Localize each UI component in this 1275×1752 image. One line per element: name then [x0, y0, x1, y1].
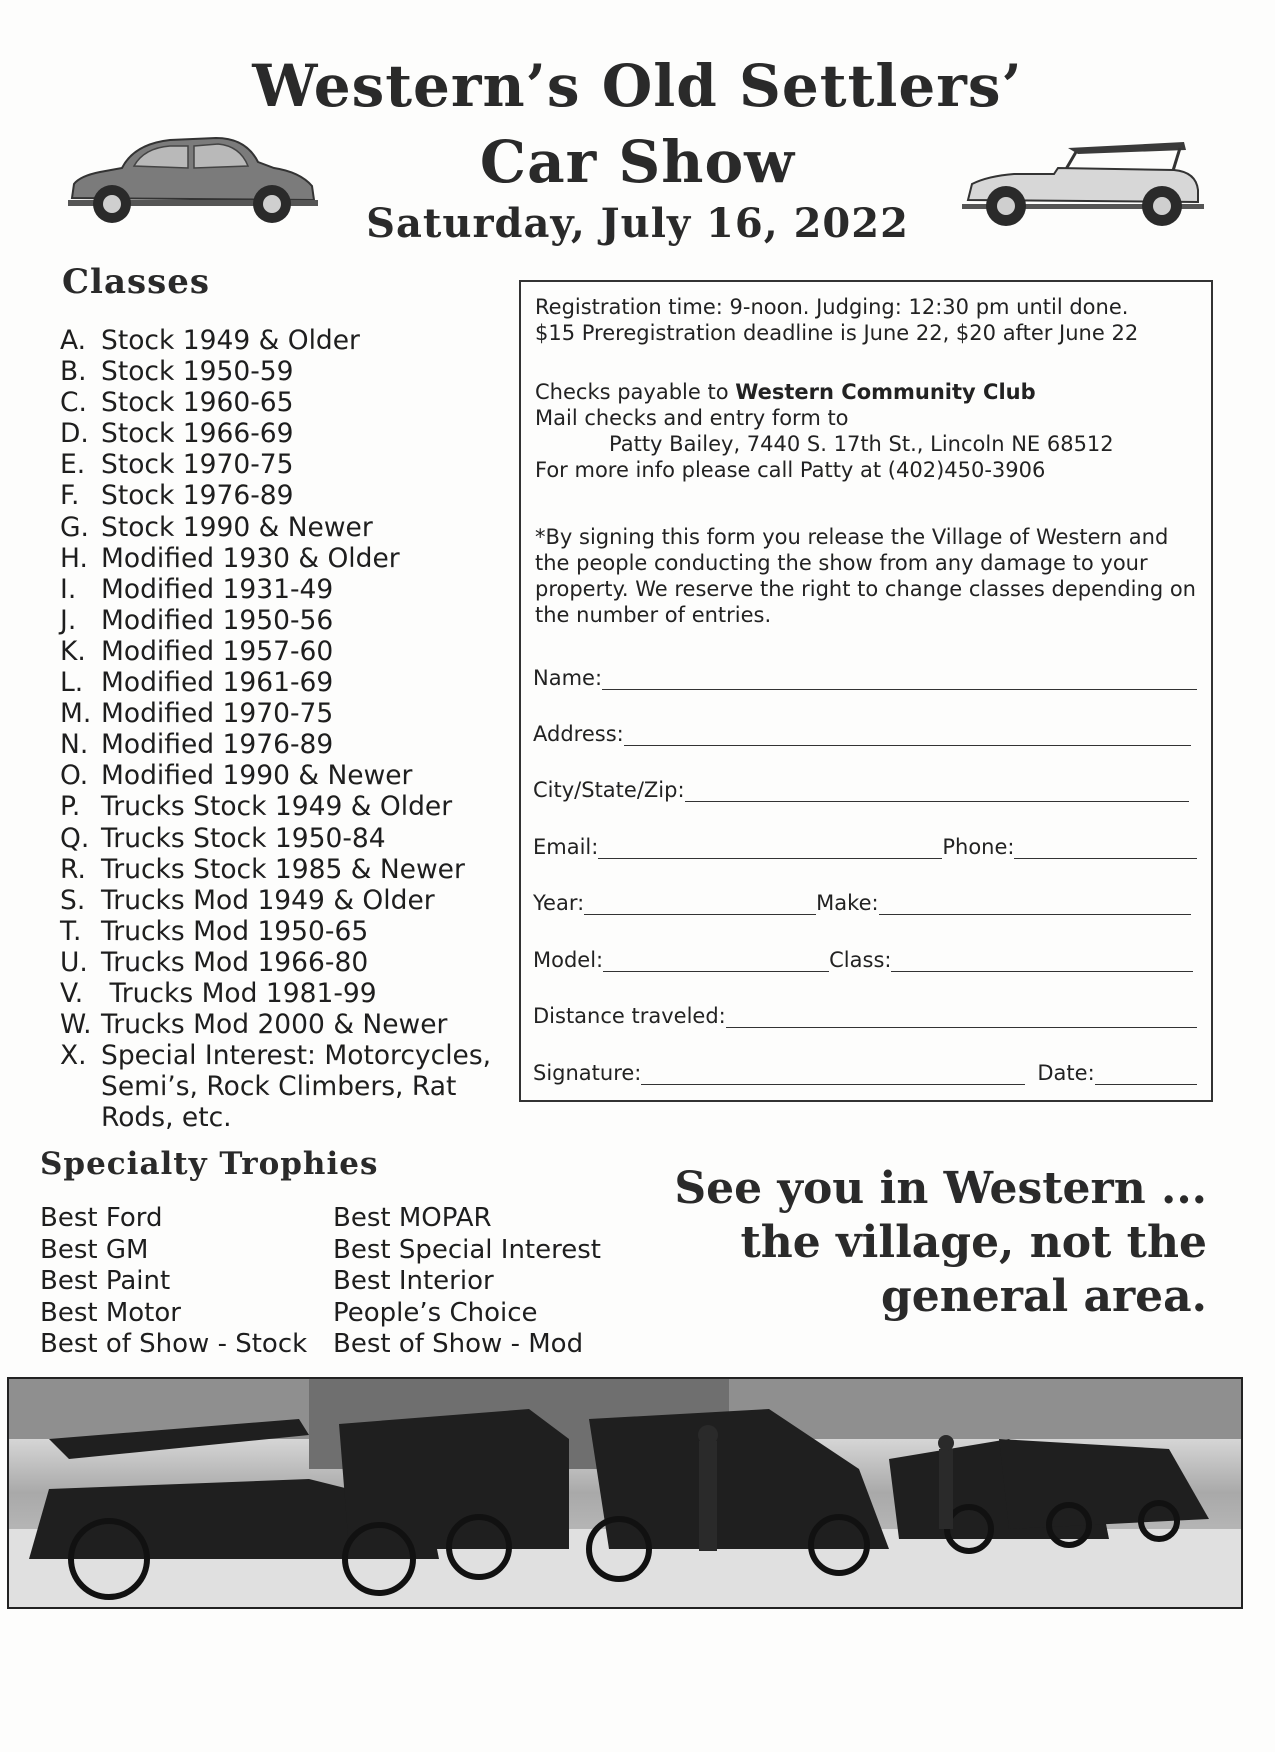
signature-label: Signature: — [533, 1061, 642, 1085]
date-label: Date: — [1037, 1061, 1095, 1085]
trophies-heading: Specialty Trophies — [40, 1146, 379, 1182]
slogan-line-3: general area. — [881, 1271, 1207, 1322]
address-row — [533, 716, 1197, 746]
make-label: Make: — [816, 891, 879, 915]
year-field[interactable] — [584, 892, 816, 915]
class-item — [60, 543, 500, 574]
class-label: Trucks Mod 1950-65 — [101, 915, 369, 947]
signature-field[interactable] — [641, 1062, 1025, 1085]
email-label: Email: — [533, 835, 599, 859]
vintage-cars-illustration — [9, 1379, 1241, 1607]
class-letter: V. — [60, 977, 84, 1009]
class-item — [60, 791, 500, 822]
class-label: Modified 1970-75 — [101, 698, 334, 730]
class-item — [60, 480, 500, 511]
class-label: Modified 1931-49 — [101, 573, 334, 605]
signature-date-row — [533, 1055, 1197, 1085]
class-item — [60, 1040, 500, 1133]
name-label: Name: — [533, 666, 603, 690]
model-class-row — [533, 942, 1197, 972]
registration-time: Registration time: 9-noon. Judging: 12:30 pm until done. — [535, 295, 1129, 319]
class-label: Trucks Mod 2000 & Newer — [101, 1009, 448, 1041]
class-item — [60, 667, 500, 698]
registration-info — [535, 294, 1205, 346]
trophy-item: Best of Show - Stock — [40, 1329, 308, 1359]
class-item — [60, 418, 500, 449]
class-item — [60, 605, 500, 636]
class-letter: C. — [60, 387, 87, 419]
class-label: Special Interest: Motorcycles, Semi’s, Rock Climbers, Rat Rods, etc. — [101, 1040, 500, 1134]
class-letter: P. — [60, 791, 81, 823]
trophy-item: Best Paint — [40, 1266, 171, 1296]
class-label: Modified 1990 & Newer — [101, 760, 413, 792]
city-state-zip-label: City/State/Zip: — [533, 778, 685, 802]
class-label: Trucks Mod 1966-80 — [101, 946, 369, 978]
title-line-2: Car Show — [479, 128, 796, 196]
distance-field[interactable] — [726, 1005, 1197, 1028]
class-item — [60, 325, 500, 356]
class-item — [60, 978, 500, 1009]
title-line-1: Western’s Old Settlers’ — [252, 52, 1023, 120]
class-letter: M. — [60, 698, 92, 730]
class-item — [60, 854, 500, 885]
class-label: Trucks Mod 1981-99 — [101, 977, 377, 1009]
class-letter: S. — [60, 884, 86, 916]
class-letter: L. — [60, 667, 84, 699]
class-letter: A. — [60, 325, 87, 356]
name-field[interactable] — [602, 667, 1197, 690]
slogan-line-1: See you in Western ... — [674, 1163, 1207, 1214]
class-item — [60, 947, 500, 978]
make-field[interactable] — [879, 892, 1191, 915]
class-item — [60, 698, 500, 729]
classes-heading: Classes — [62, 262, 211, 302]
class-label: Stock 1976-89 — [101, 480, 294, 512]
class-label: Trucks Stock 1985 & Newer — [101, 853, 465, 885]
mail-line: Mail checks and entry form to — [535, 406, 849, 430]
year-label: Year: — [533, 891, 585, 915]
class-letter: B. — [60, 356, 87, 388]
checks-prefix: Checks payable to — [535, 380, 736, 404]
class-letter: U. — [60, 946, 88, 978]
class-list — [60, 325, 500, 1133]
class-label: Class: — [829, 948, 892, 972]
class-item — [60, 916, 500, 947]
class-label: Stock 1990 & Newer — [101, 511, 373, 543]
trophy-item: Best Interior — [333, 1266, 494, 1296]
class-field[interactable] — [891, 949, 1193, 972]
class-letter: T. — [60, 915, 82, 947]
slogan — [674, 1162, 1207, 1324]
class-item — [60, 729, 500, 760]
class-letter: I. — [60, 573, 77, 605]
class-item — [60, 1009, 500, 1040]
name-row — [533, 660, 1197, 690]
class-letter: R. — [60, 853, 86, 885]
event-date: Saturday, July 16, 2022 — [366, 200, 909, 247]
class-item — [60, 574, 500, 605]
class-label: Modified 1957-60 — [101, 635, 334, 667]
email-field[interactable] — [598, 836, 942, 859]
class-letter: F. — [60, 480, 80, 512]
class-label: Trucks Stock 1950-84 — [101, 822, 386, 854]
checks-payee: Western Community Club — [735, 380, 1036, 404]
model-field[interactable] — [603, 949, 829, 972]
trophy-item: Best GM — [40, 1234, 149, 1265]
trophy-item: Best Special Interest — [333, 1234, 601, 1265]
class-item — [60, 760, 500, 791]
class-item — [60, 449, 500, 480]
class-letter: O. — [60, 760, 89, 792]
class-letter: G. — [60, 511, 89, 543]
class-item — [60, 356, 500, 387]
city-state-zip-row — [533, 772, 1197, 802]
registration-form — [519, 280, 1213, 1102]
class-label: Stock 1970-75 — [101, 449, 294, 481]
date-field[interactable] — [1095, 1062, 1197, 1085]
vintage-cars-photo — [7, 1377, 1243, 1609]
class-label: Trucks Mod 1949 & Older — [101, 884, 435, 916]
class-letter: D. — [60, 418, 89, 450]
email-phone-row — [533, 829, 1197, 859]
preregistration-deadline: $15 Preregistration deadline is June 22, $20 after June 22 — [535, 321, 1139, 345]
distance-label: Distance traveled: — [533, 1004, 726, 1028]
class-letter: E. — [60, 449, 86, 481]
class-item — [60, 512, 500, 543]
class-letter: X. — [60, 1040, 87, 1072]
payment-info — [535, 379, 1205, 483]
class-item — [60, 387, 500, 418]
model-label: Model: — [533, 948, 604, 972]
class-label: Stock 1960-65 — [101, 387, 294, 419]
convertible-car-image — [958, 132, 1208, 232]
class-label: Modified 1930 & Older — [101, 542, 400, 574]
class-label: Modified 1961-69 — [101, 667, 334, 699]
class-item — [60, 823, 500, 854]
class-label: Stock 1949 & Older — [101, 325, 360, 356]
checks-payable-line — [535, 379, 1205, 405]
trophy-item: People’s Choice — [333, 1297, 538, 1328]
class-label: Modified 1950-56 — [101, 604, 334, 636]
trophy-list-right — [333, 1203, 601, 1361]
trophy-item: Best Motor — [40, 1297, 181, 1328]
class-label: Stock 1966-69 — [101, 418, 294, 450]
trophy-item: Best Ford — [40, 1203, 163, 1233]
year-make-row — [533, 885, 1197, 915]
address-field[interactable] — [624, 723, 1191, 746]
class-letter: W. — [60, 1009, 92, 1041]
distance-row — [533, 998, 1197, 1028]
sedan-car-image — [60, 128, 325, 228]
slogan-line-2: the village, not the — [740, 1217, 1207, 1268]
class-letter: Q. — [60, 822, 90, 854]
trophy-item: Best of Show - Mod — [333, 1329, 584, 1359]
phone-label: Phone: — [942, 835, 1015, 859]
class-label: Trucks Stock 1949 & Older — [101, 791, 453, 823]
class-letter: H. — [60, 542, 88, 574]
city-state-zip-field[interactable] — [685, 779, 1189, 802]
class-letter: J. — [60, 604, 77, 636]
contact-info: For more info please call Patty at (402)450-3906 — [535, 458, 1046, 482]
mailing-address: Patty Bailey, 7440 S. 17th St., Lincoln NE 68512 — [609, 432, 1114, 456]
class-label: Stock 1950-59 — [101, 356, 294, 388]
address-label: Address: — [533, 722, 624, 746]
class-letter: K. — [60, 635, 86, 667]
class-item — [60, 636, 500, 667]
trophy-list-left — [40, 1203, 307, 1361]
trophy-item: Best MOPAR — [333, 1203, 492, 1233]
phone-field[interactable] — [1014, 836, 1197, 859]
class-letter: N. — [60, 729, 89, 761]
release-statement: *By signing this form you release the Village of Western and the people conducting the show from any damage to your property. We reserve the right to change classes depending on the number of entries. — [535, 525, 1196, 627]
class-label: Modified 1976-89 — [101, 729, 334, 761]
class-item — [60, 885, 500, 916]
